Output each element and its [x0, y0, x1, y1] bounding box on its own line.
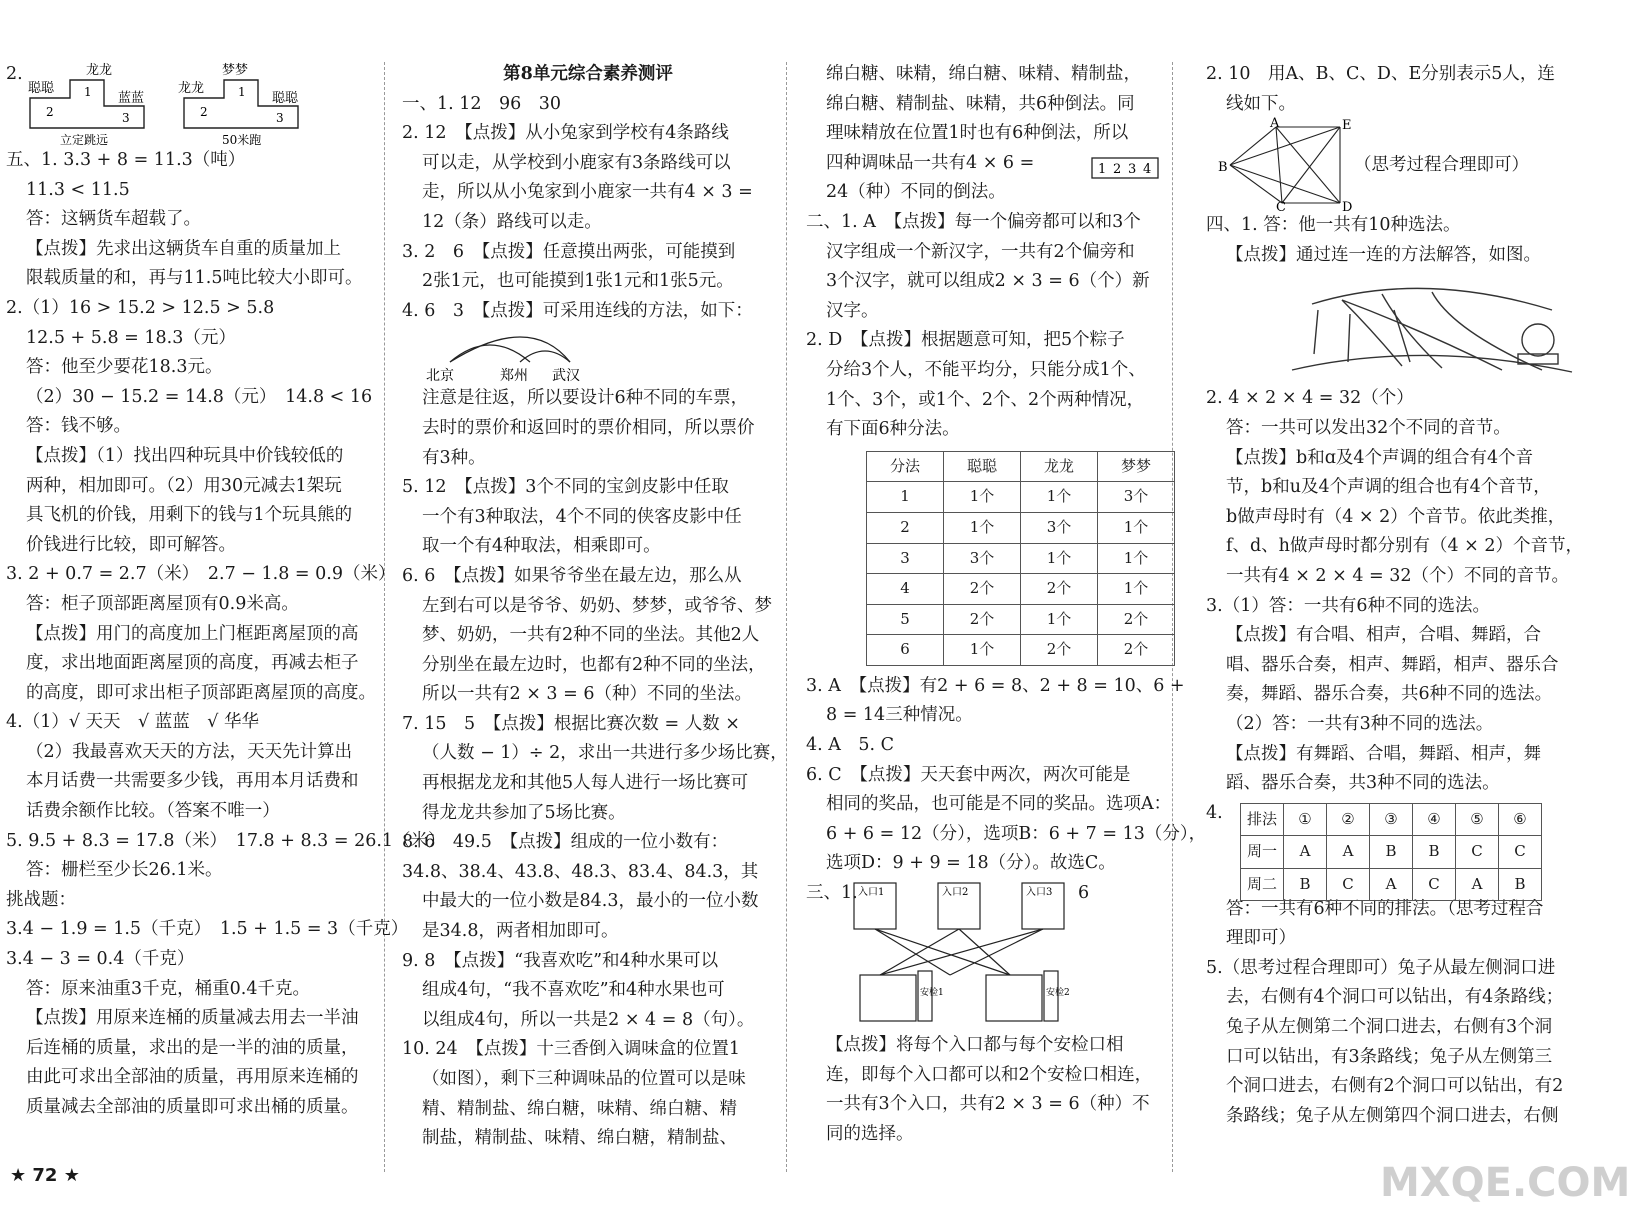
text-line: 精、精制盐、绵白糖，味精、绵白糖、精: [422, 1098, 737, 1119]
text-line: 答：一共有6种不同的排法。（思考过程合: [1226, 898, 1544, 919]
text-line: 质量减去全部油的质量即可求出桶的质量。: [26, 1097, 359, 1117]
entrance-diagram: [806, 879, 1182, 1031]
text-line: 注意是往返，所以要设计6种不同的车票，: [422, 388, 749, 409]
table-cell: 2: [867, 512, 944, 543]
text-line: 汉字。: [826, 300, 879, 321]
table-header-cell: ⑤: [1456, 803, 1499, 836]
text-line: 5. 9.5 + 8.3 = 17.8（米） 17.8 + 8.3 = 26.1（米）: [6, 830, 446, 851]
podium-rank: 1: [238, 85, 246, 99]
text-line: 5.（思考过程合理即可）兔子从最左侧洞口进: [1206, 957, 1556, 978]
answer-value: 6: [1078, 883, 1090, 904]
answer-lines: [1206, 60, 1594, 119]
table-cell: 1个: [1021, 604, 1098, 635]
text-line: 五、1. 3.3 + 8 = 11.3（吨）: [6, 150, 246, 170]
entrance-label: 入口3: [1026, 887, 1053, 899]
column-4: [1206, 60, 1594, 1131]
table-cell: A: [1370, 868, 1413, 901]
table-header-cell: ②: [1327, 803, 1370, 836]
table-cell: 4: [867, 574, 944, 605]
table-cell: B: [1413, 836, 1456, 869]
text-line: 2张1元，也可能摸到1张1元和1张5元。: [422, 271, 734, 292]
podium-rank: 2: [200, 105, 208, 119]
text-line: 度，求出地面距离屋顶的高度，再减去柜子: [26, 653, 359, 674]
text-line: 节，b和u及4个声调的组合也有4个音节，: [1226, 477, 1551, 498]
answer-lines: [1206, 384, 1594, 798]
table-row: [1241, 868, 1542, 901]
text-line: 再根据龙龙和其他5人每人进行一场比赛可: [422, 773, 749, 794]
text-line: 限载质量的和，再与11.5吨比较大小即可。: [26, 268, 363, 289]
box-slot: 3: [1128, 162, 1137, 177]
table-row: [867, 635, 1175, 666]
text-line: 兔子从左侧第二个洞口进去，右侧有3个洞: [1226, 1017, 1553, 1038]
node-a: A: [1270, 116, 1280, 132]
text-line: 【点拨】用原来连桶的质量减去用去一半油: [26, 1008, 359, 1029]
text-line: 是34.8，两者相加即可。: [422, 921, 619, 942]
text-line: 同的选择。: [826, 1123, 914, 1144]
box-slot: 4: [1143, 162, 1152, 177]
text-line: 8. 6 49.5 【点拨】组成的一位小数有：: [402, 832, 729, 853]
page-number-value: 72: [32, 1165, 58, 1186]
text-line: 可以走，从学校到小鹿家有3条路线可以: [422, 152, 731, 173]
table-header-cell: 聪聪: [944, 451, 1021, 482]
city-zhengzhou: 郑州: [500, 368, 528, 385]
distribution-table: [866, 451, 1175, 666]
text-line: 相同的奖品，也可能是不同的奖品。选项A：: [826, 794, 1172, 815]
text-line: 左到右可以是爷爷、奶奶、梦梦，或爷爷、梦: [422, 595, 772, 616]
connection-graph: [1206, 116, 1594, 216]
text-line: 3. 2 + 0.7 = 2.7（米） 2.7 − 1.8 = 0.9（米）: [6, 564, 396, 585]
schedule-question: [1206, 799, 1594, 895]
text-line: 【点拨】有合唱、相声，合唱、舞蹈，合: [1226, 625, 1541, 646]
text-line: 12（条）路线可以走。: [422, 211, 602, 232]
table-cell: 1个: [944, 635, 1021, 666]
text-line: 答：原来油重3千克，桶重0.4千克。: [26, 978, 310, 999]
text-line: 汉字组成一个新汉字，一共有2个偏旁和: [826, 241, 1135, 262]
table-cell: C: [1327, 868, 1370, 901]
table-cell: 1个: [944, 512, 1021, 543]
text-line: 答：他至少要花18.3元。: [26, 357, 223, 378]
podium-rank: 3: [122, 111, 130, 125]
text-line: 连，即每个入口都可以和2个安检口相连，: [826, 1064, 1153, 1085]
text-line: 有下面6种分法。: [826, 419, 960, 440]
box-slot: 2: [1113, 162, 1122, 177]
table-cell: A: [1327, 836, 1370, 869]
text-line: 答：一共可以发出32个不同的音节。: [1226, 417, 1511, 438]
table-cell: C: [1499, 836, 1542, 869]
podium-rank: 2: [46, 105, 54, 119]
checkpoint-label: 安检1: [920, 988, 944, 999]
table-cell: 3: [867, 543, 944, 574]
text-line: 答：栅栏至少长26.1米。: [26, 860, 223, 881]
podium-rank: 3: [276, 111, 284, 125]
text-line: 4. A 5. C: [806, 735, 895, 756]
text-line: 挑战题：: [6, 889, 76, 910]
text-line: 6. C 【点拨】天天套中两次，两次可能是: [806, 764, 1131, 785]
table-cell: 周二: [1241, 868, 1284, 901]
table-cell: 6: [867, 635, 944, 666]
podium-diagram: [26, 60, 356, 146]
text-line: 所以一共有2 × 3 = 6（种）不同的坐法。: [422, 684, 752, 705]
text-line: 后连桶的质量，求出的是一半的油的质量，: [26, 1037, 359, 1058]
city-beijing: 北京: [426, 368, 454, 385]
table-row: [867, 482, 1175, 513]
text-line: 3个汉字，就可以组成2 × 3 = 6（个）新: [826, 271, 1150, 292]
podium-left-name: 龙龙: [178, 81, 205, 96]
watermark: MXQE.COM: [1380, 1160, 1630, 1206]
text-line: 选项D：9 + 9 = 18（分）。故选C。: [826, 853, 1116, 874]
text-line: 本月话费一共需要多少钱，再用本月话费和: [26, 771, 359, 792]
table-cell: 3个: [944, 543, 1021, 574]
checkpoint-label: 安检2: [1046, 988, 1070, 999]
text-line: （人数 − 1）÷ 2，求出一共进行多少场比赛，: [422, 743, 788, 764]
text-line: 口可以钻出，有3条路线；兔子从左侧第三: [1226, 1046, 1553, 1067]
table-header-cell: 龙龙: [1021, 451, 1098, 482]
text-line: 4. 6 3 【点拨】可采用连线的方法，如下：: [402, 300, 753, 321]
city-wuhan: 武汉: [552, 368, 580, 385]
text-line: 3.4 − 3 = 0.4（千克）: [6, 949, 195, 970]
text-line: 中最大的一位小数是84.3，最小的一位小数: [422, 891, 759, 912]
podium-rank: 1: [84, 85, 92, 99]
text-line: 组成4句，“我不喜欢吃”和4种水果也可: [422, 980, 725, 1001]
text-line: 理味精放在位置1时也有6种倒法，所以: [826, 123, 1129, 144]
text-line: 12.5 + 5.8 = 18.3（元）: [26, 327, 236, 348]
table-header-cell: ③: [1370, 803, 1413, 836]
text-line: 话费余额作比较。（答案不唯一）: [26, 801, 280, 822]
text-line: 价钱进行比较，即可解答。: [26, 534, 236, 555]
text-line: 理即可）: [1226, 928, 1296, 949]
node-b: B: [1218, 160, 1228, 176]
text-line: 3. A 【点拨】有2 + 6 = 8、2 + 8 = 10、6 +: [806, 675, 1185, 696]
table-header-cell: 排法: [1241, 803, 1284, 836]
table-cell: C: [1413, 868, 1456, 901]
table-cell: 1: [867, 482, 944, 513]
table-row: [1241, 836, 1542, 869]
table-cell: 1个: [1021, 543, 1098, 574]
text-line: 24（种）不同的倒法。: [826, 182, 1006, 203]
entrance-label: 入口1: [858, 887, 885, 899]
text-line: 由此可求出全部油的质量，再用原来连桶的: [26, 1067, 359, 1088]
answer-lines: [806, 672, 1207, 879]
section-title: 第8单元综合素养测评: [503, 64, 673, 84]
graph-note: （思考过程合理即可）: [1354, 155, 1529, 176]
text-line: 一、1. 12 96 30: [402, 93, 562, 114]
table-cell: B: [1499, 868, 1542, 901]
text-line: 【点拨】有舞蹈、合唱，舞蹈、相声，舞: [1226, 743, 1541, 764]
text-line: 6. 6 【点拨】如果爷爷坐在最左边，那么从: [402, 565, 742, 586]
podium-left-name: 聪聪: [28, 81, 55, 96]
table-cell: 1个: [1098, 574, 1175, 605]
text-line: 制盐，精制盐、味精、绵白糖，精制盐、: [422, 1128, 737, 1149]
table-cell: A: [1284, 836, 1327, 869]
table-cell: B: [1284, 868, 1327, 901]
podium-caption: 50米跑: [222, 133, 262, 147]
podium-top-name: 梦梦: [222, 63, 249, 78]
text-line: 4.（1）√ 天天 √ 蓝蓝 √ 华华: [6, 712, 259, 733]
text-line: 分给3个人，不能平均分，只能分成1个、: [826, 359, 1146, 380]
box-slot: 1: [1098, 162, 1107, 177]
text-line: 一共有3个入口，共有2 × 3 = 6（种）不: [826, 1094, 1150, 1115]
text-line: （如图），剩下三种调味品的位置可以是味: [422, 1069, 746, 1089]
text-line: 得龙龙共参加了5场比赛。: [422, 802, 626, 823]
table-row: [867, 543, 1175, 574]
table-cell: 3个: [1098, 482, 1175, 513]
text-line: 一个有3种取法，4个不同的侠客皮影中任: [422, 506, 742, 527]
table-cell: 2个: [1098, 635, 1175, 666]
text-line: （2）答：一共有3种不同的选法。: [1226, 713, 1494, 734]
answer-lines: [1206, 895, 1594, 1132]
podium-right-name: 蓝蓝: [118, 91, 145, 106]
text-line: 【点拨】b和ɑ及4个声调的组合有4个音: [1226, 447, 1534, 468]
node-d: D: [1342, 200, 1353, 216]
section-number: 三、1.: [806, 883, 858, 904]
text-line: 3.（1）答：一共有6种不同的选法。: [1206, 595, 1490, 616]
text-line: 【点拨】通过连一连的方法解答，如图。: [1226, 244, 1541, 265]
text-line: 具飞机的价钱，用剩下的钱与1个玩具熊的: [26, 505, 353, 526]
podium-top-name: 龙龙: [86, 63, 113, 78]
text-line: 唱、器乐合奏，相声、舞蹈，相声、器乐合: [1226, 654, 1559, 675]
text-line: 一共有4 × 2 × 4 = 32（个）不同的音节。: [1226, 565, 1570, 586]
text-line: 线如下。: [1226, 93, 1296, 114]
table-cell: 2个: [1098, 604, 1175, 635]
table-row: [867, 512, 1175, 543]
table-row: [867, 574, 1175, 605]
answer-lines: [402, 384, 788, 1153]
table-cell: B: [1370, 836, 1413, 869]
table-row: [867, 604, 1175, 635]
table-cell: A: [1456, 868, 1499, 901]
question-number: 4.: [1206, 802, 1223, 823]
question-number: 2.: [6, 64, 23, 84]
text-line: 2. 12 【点拨】从小兔家到学校有4条路线: [402, 123, 729, 144]
text-line: 【点拨】先求出这辆货车自重的质量加上: [26, 238, 341, 259]
text-line: （2）我最喜欢天天的方法，天天先计算出: [26, 741, 353, 762]
text-line: 2. 4 × 2 × 4 = 32（个）: [1206, 388, 1414, 409]
text-line: 【点拨】将每个入口都与每个安检口相: [826, 1035, 1124, 1056]
text-line: 取一个有4种取法，相乘即可。: [422, 536, 661, 557]
answer-lines: [806, 1031, 1182, 1149]
text-line: 去时的票价和返回时的票价相同，所以票价: [422, 417, 755, 438]
answer-lines: [806, 60, 1182, 445]
table-cell: 1个: [944, 482, 1021, 513]
text-line: 【点拨】用门的高度加上门框距离屋顶的高: [26, 623, 359, 644]
podium-figure: [6, 60, 374, 146]
text-line: 的高度，即可求出柜子顶部距离屋顶的高度。: [26, 682, 376, 703]
route-diagram: [402, 326, 774, 384]
text-line: 绵白糖、精制盐、味精，共6种倒法。同: [826, 93, 1135, 114]
text-line: 2. 10 用A、B、C、D、E分别表示5人，连: [1206, 64, 1555, 84]
text-line: 梦、奶奶，一共有2种不同的坐法。其他2人: [422, 625, 760, 646]
table-header-cell: 分法: [867, 451, 944, 482]
text-line: 2.（1）16 > 15.2 > 12.5 > 5.8: [6, 297, 275, 318]
column-2: [402, 60, 788, 1154]
table-cell: 1个: [1021, 482, 1098, 513]
text-line: 四种调味品一共有4 × 6 =: [826, 152, 1035, 173]
text-line: 2. D 【点拨】根据题意可知，把5个粽子: [806, 330, 1125, 351]
table-cell: 2个: [1021, 635, 1098, 666]
table-header-cell: ①: [1284, 803, 1327, 836]
text-line: 答：钱不够。: [26, 416, 131, 437]
table-cell: 1个: [1098, 512, 1175, 543]
spice-box-figure: [1090, 152, 1162, 182]
text-line: 答：柜子顶部距离屋顶有0.9米高。: [26, 593, 299, 614]
page-number: ★ 72 ★: [10, 1165, 80, 1186]
table-cell: 2个: [944, 574, 1021, 605]
schedule-table: [1240, 803, 1542, 902]
text-line: 个洞口进去，右侧有2个洞口可以钻出，有2: [1226, 1076, 1564, 1097]
text-line: 以组成4句，所以一共是2 × 4 = 8（句）。: [422, 1009, 755, 1030]
text-line: 11.3 < 11.5: [26, 179, 130, 200]
podium-caption: 立定跳远: [60, 133, 109, 147]
text-line: （2）30 − 15.2 = 14.8（元） 14.8 < 16: [26, 386, 373, 407]
text-line: 奏，舞蹈、器乐合奏，共6种不同的选法。: [1226, 684, 1553, 705]
table-cell: 3个: [1021, 512, 1098, 543]
text-line: 5. 12 【点拨】3个不同的宝剑皮影中任取: [402, 477, 729, 498]
clothing-matching-figure: [1282, 270, 1582, 384]
answer-lines: [402, 90, 774, 327]
text-line: 答：这辆货车超载了。: [26, 209, 201, 230]
table-cell: 2个: [944, 604, 1021, 635]
text-line: 34.8、38.4、43.8、48.3、83.4、84.3，其: [402, 861, 759, 882]
text-line: 条路线；兔子从左侧第四个洞口进去，右侧: [1226, 1105, 1559, 1126]
node-c: C: [1276, 200, 1286, 216]
text-line: 1个、3个，或1个、2个、2个两种情况，: [826, 389, 1145, 410]
text-line: b做声母时有（4 × 2）个音节。依此类推，: [1226, 506, 1566, 527]
text-line: f、d、h做声母时都分别有（4 × 2）个音节，: [1226, 536, 1584, 557]
text-line: 9. 8 【点拨】“我喜欢吃”和4种水果可以: [402, 950, 719, 971]
table-cell: 周一: [1241, 836, 1284, 869]
text-line: 分别坐在最左边时，也都有2种不同的坐法，: [422, 654, 766, 675]
text-line: 二、1. A 【点拨】每一个偏旁都可以和3个: [806, 211, 1141, 232]
text-line: 3. 2 6 【点拨】任意摸出两张，可能摸到: [402, 241, 736, 262]
text-line: 走，所以从小兔家到小鹿家一共有4 × 3 =: [422, 182, 753, 203]
text-line: 7. 15 5 【点拨】根据比赛次数 = 人数 ×: [402, 713, 740, 734]
table-cell: 5: [867, 604, 944, 635]
text-line: 去，右侧有4个洞口可以钻出，有4条路线；: [1226, 987, 1564, 1008]
answer-lines: [1206, 211, 1594, 270]
text-line: 绵白糖、味精，绵白糖、味精、精制盐，: [826, 64, 1141, 84]
table-cell: C: [1456, 836, 1499, 869]
table-header-cell: ④: [1413, 803, 1456, 836]
column-3: [806, 60, 1207, 1149]
text-line: 3.4 − 1.9 = 1.5（千克） 1.5 + 1.5 = 3（千克）: [6, 919, 409, 940]
table-header-cell: 梦梦: [1098, 451, 1175, 482]
entrance-label: 入口2: [942, 887, 969, 899]
node-e: E: [1342, 118, 1352, 134]
text-line: 四、1. 答：他一共有10种选法。: [1206, 215, 1461, 236]
text-line: 蹈、器乐合奏，共3种不同的选法。: [1226, 773, 1500, 794]
text-line: 有3种。: [422, 447, 486, 468]
column-divider: [384, 62, 385, 1172]
table-cell: 1个: [1098, 543, 1175, 574]
text-line: 10. 24 【点拨】十三香倒入调味盒的位置1: [402, 1039, 741, 1060]
text-line: 8 = 14三种情况。: [826, 705, 973, 726]
text-line: 两种，相加即可。（2）用30元减去1架玩: [26, 475, 342, 496]
text-line: 【点拨】（1）找出四种玩具中价钱较低的: [26, 445, 344, 466]
text-line: 6 + 6 = 12（分），选项B：6 + 7 = 13（分），: [826, 823, 1207, 844]
podium-right-name: 聪聪: [272, 91, 299, 106]
table-cell: 2个: [1021, 574, 1098, 605]
column-divider: [786, 62, 787, 1172]
table-header-cell: ⑥: [1499, 803, 1542, 836]
